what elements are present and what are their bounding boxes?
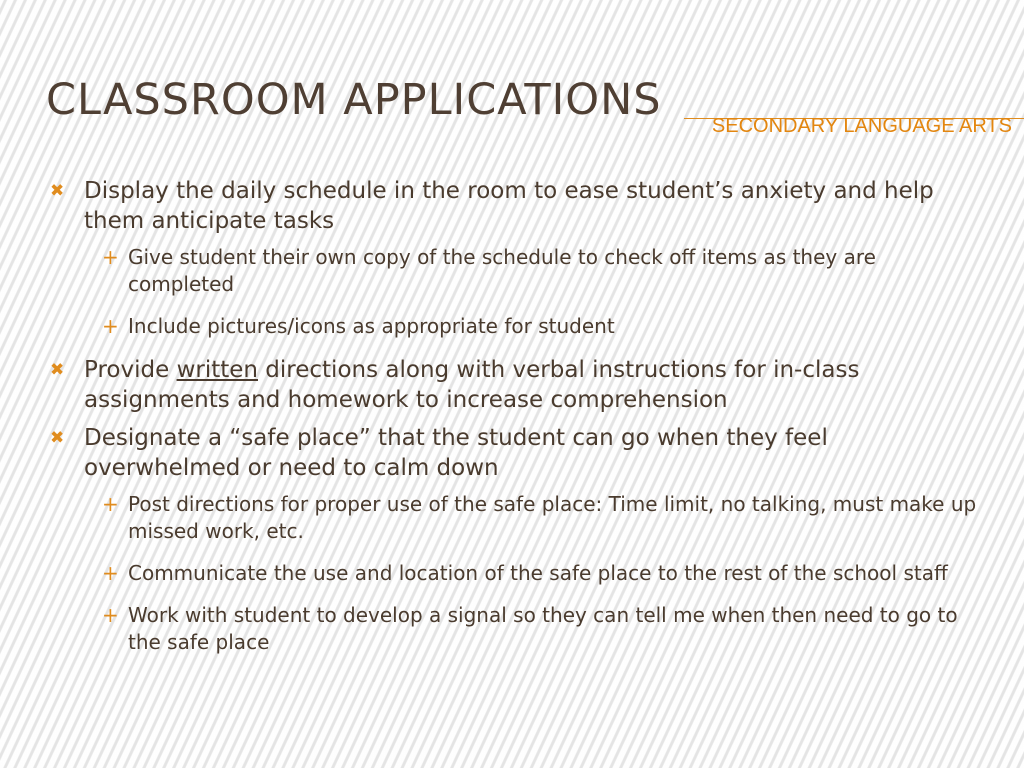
bullet-text-post: directions along with verbal instructions for in-class assignments and homework to increase comprehension xyxy=(84,357,860,413)
plus-icon: + xyxy=(102,492,119,516)
sub-bullet-item xyxy=(46,313,986,340)
slide-subtitle: SECONDARY LANGUAGE ARTS xyxy=(711,115,1012,137)
bullet-item xyxy=(46,176,986,236)
bullet-list xyxy=(46,176,986,671)
underlined-word: written xyxy=(176,357,258,383)
plus-icon: + xyxy=(102,245,119,269)
sub-bullet-text: Give student their own copy of the schedule to check off items as they are completed xyxy=(128,245,876,296)
bullet-text: Display the daily schedule in the room to ease student’s anxiety and help them anticipate tasks xyxy=(84,178,934,234)
sub-bullet-text: Work with student to develop a signal so they can tell me when then need to go to the safe place xyxy=(128,603,958,654)
bullet-text-pre: Provide xyxy=(84,357,177,383)
sub-bullet-text: Post directions for proper use of the safe place: Time limit, no talking, must make up missed work, etc. xyxy=(128,492,977,543)
bullet-item xyxy=(46,423,986,483)
plus-icon: + xyxy=(102,314,119,338)
slide-title: CLASSROOM APPLICATIONS xyxy=(46,75,662,125)
sub-bullet-text: Communicate the use and location of the safe place to the rest of the school staff xyxy=(128,561,948,585)
sub-bullet-item xyxy=(46,491,986,545)
plus-icon: + xyxy=(102,603,119,627)
bullet-text: Designate a “safe place” that the student can go when they feel overwhelmed or need to calm down xyxy=(84,425,828,481)
sub-bullet-item xyxy=(46,244,986,298)
sub-bullet-item xyxy=(46,602,986,656)
x-mark-icon: ✖ xyxy=(50,428,65,448)
sub-bullet-text: Include pictures/icons as appropriate for student xyxy=(128,314,615,338)
bullet-item xyxy=(46,355,986,415)
x-mark-icon: ✖ xyxy=(50,181,65,201)
x-mark-icon: ✖ xyxy=(50,360,65,380)
plus-icon: + xyxy=(102,561,119,585)
sub-bullet-item xyxy=(46,560,986,587)
